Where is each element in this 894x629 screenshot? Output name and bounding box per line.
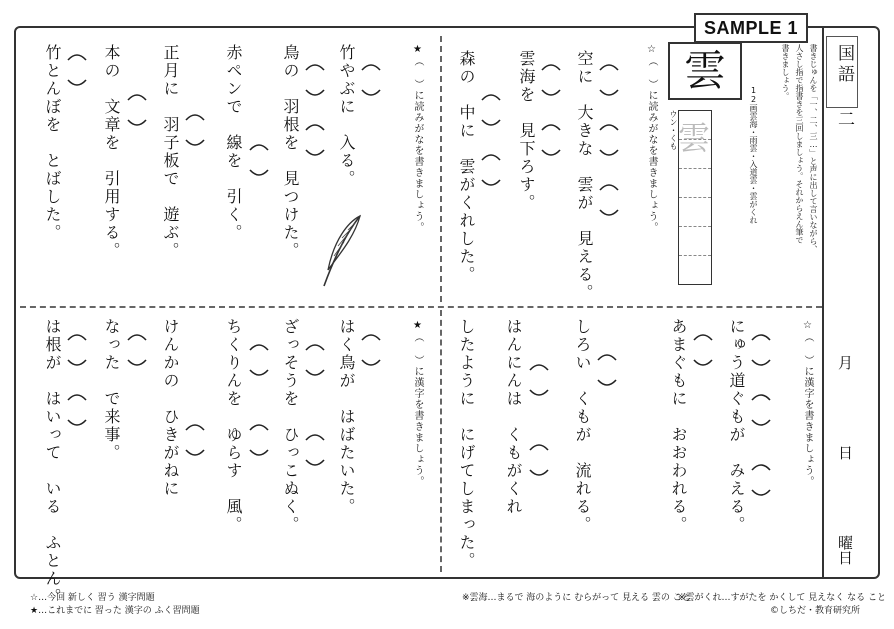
subject-box xyxy=(826,36,858,108)
subject-title: 国語 二 xyxy=(834,44,854,131)
answer-blank xyxy=(598,60,620,100)
answer-blank xyxy=(66,330,88,370)
answer-blank xyxy=(184,110,206,150)
vertical-divider-bottom xyxy=(440,310,442,572)
sentence: ちくりんを ゆらす 風。 xyxy=(224,318,243,534)
kanji-trace: 雲 xyxy=(678,119,711,157)
date-weekday: 曜日 xyxy=(836,535,854,565)
answer-blank xyxy=(304,340,326,380)
answer-blank xyxy=(692,330,714,370)
answer-blank xyxy=(126,330,148,370)
answer-blank xyxy=(528,440,550,480)
instruction-top-right: ☆（ ）に読みがなを書きましょう。 xyxy=(646,44,657,233)
answer-blank xyxy=(248,340,270,380)
answer-blank xyxy=(750,390,772,430)
header-divider xyxy=(822,28,824,578)
answer-blank xyxy=(598,180,620,220)
answer-blank xyxy=(750,460,772,500)
answer-blank xyxy=(596,350,618,390)
answer-blank xyxy=(360,330,382,370)
sentence: 本の 文章を 引用する。 xyxy=(102,44,121,260)
horizontal-divider xyxy=(20,306,822,308)
sentence: 竹やぶに 入る。 xyxy=(337,44,356,188)
sentence: なった で来事。 xyxy=(102,318,121,462)
sentence: あまぐもに おおわれる。 xyxy=(669,318,688,534)
vertical-divider-top xyxy=(440,36,442,302)
answer-blank xyxy=(184,420,206,460)
sentence: 雲海を 見下ろす。 xyxy=(517,50,536,212)
answer-blank xyxy=(126,90,148,130)
date-day: 日 xyxy=(836,445,854,460)
sentence: はく鳥が はばたいた。 xyxy=(337,318,356,516)
footer-legend-1: ☆…今回 新しく 習う 漢字問題 xyxy=(30,593,155,603)
sentence: はんにんは くもがくれ xyxy=(504,318,523,516)
kanji-readings: ウン・くも xyxy=(669,110,678,150)
sentence: 鳥の 羽根を 見つけた。 xyxy=(281,44,300,260)
answer-blank xyxy=(248,140,270,180)
feather-illustration xyxy=(318,212,364,290)
answer-blank xyxy=(304,60,326,100)
answer-blank xyxy=(540,60,562,100)
instruction-bottom-left: ★（ ）に漢字を書きましょう。 xyxy=(412,320,423,487)
answer-blank xyxy=(304,120,326,160)
answer-blank xyxy=(304,430,326,470)
sentence: 赤ペンで 線を 引く。 xyxy=(224,44,243,242)
instruction-top-left: ★（ ）に読みがなを書きましょう。 xyxy=(412,44,423,233)
footer-legend-2: ★…これまでに 習った 漢字の ふく習問題 xyxy=(30,606,200,616)
intro-line-1: 書きじゅんを「一、二、三…」と声に出して言いながら、 xyxy=(809,44,818,253)
answer-blank xyxy=(248,420,270,460)
sentence: は根が はいって いる ふとん。 xyxy=(43,318,62,606)
intro-line-2: 人さし指で指書きを三回しましょう。それからえん筆で xyxy=(795,44,804,244)
sentence: 森の 中に 雲がくれした。 xyxy=(457,50,476,284)
sentence: 空に 大きな 雲が 見える。 xyxy=(575,50,594,302)
answer-blank xyxy=(540,120,562,160)
kanji-words: 雲海・雨雲・入道雲・雲がくれ xyxy=(749,112,758,224)
sentence: にゅう道ぐもが みえる。 xyxy=(727,318,746,534)
kanji-strokes: 12画 xyxy=(749,86,758,112)
footer-note-2: ※雲がくれ…すがたを かくして 見えなく なる こと xyxy=(678,593,886,603)
sentence: しろい くもが 流れる。 xyxy=(573,318,592,534)
sentence: したように にげてしまった。 xyxy=(457,318,476,570)
answer-blank xyxy=(598,120,620,160)
sentence: 正月に 羽子板で 遊ぶ。 xyxy=(161,44,180,260)
kanji-main: 雲 xyxy=(683,46,726,95)
answer-blank xyxy=(480,150,502,190)
answer-blank xyxy=(528,360,550,400)
sentence: けんかの ひきがねに xyxy=(161,318,180,498)
sentence: ざっそうを ひっこぬく。 xyxy=(281,318,300,534)
sentence: 竹とんぼを とばした。 xyxy=(43,44,62,242)
instruction-bottom-right: ☆（ ）に漢字を書きましょう。 xyxy=(802,320,813,487)
footer-copyright: ©しちだ・教育研究所 xyxy=(770,606,861,616)
answer-blank xyxy=(750,330,772,370)
answer-blank xyxy=(66,390,88,430)
date-month: 月 xyxy=(836,355,854,370)
answer-blank xyxy=(480,90,502,130)
intro-line-3: 書きましょう。 xyxy=(781,44,790,100)
footer-note-1: ※雲海…まるで 海のように むらがって 見える 雲の こと xyxy=(462,593,691,603)
sample-label: SAMPLE 1 xyxy=(694,13,808,43)
answer-blank xyxy=(66,50,88,90)
practice-grid xyxy=(678,110,712,285)
answer-blank xyxy=(360,60,382,100)
